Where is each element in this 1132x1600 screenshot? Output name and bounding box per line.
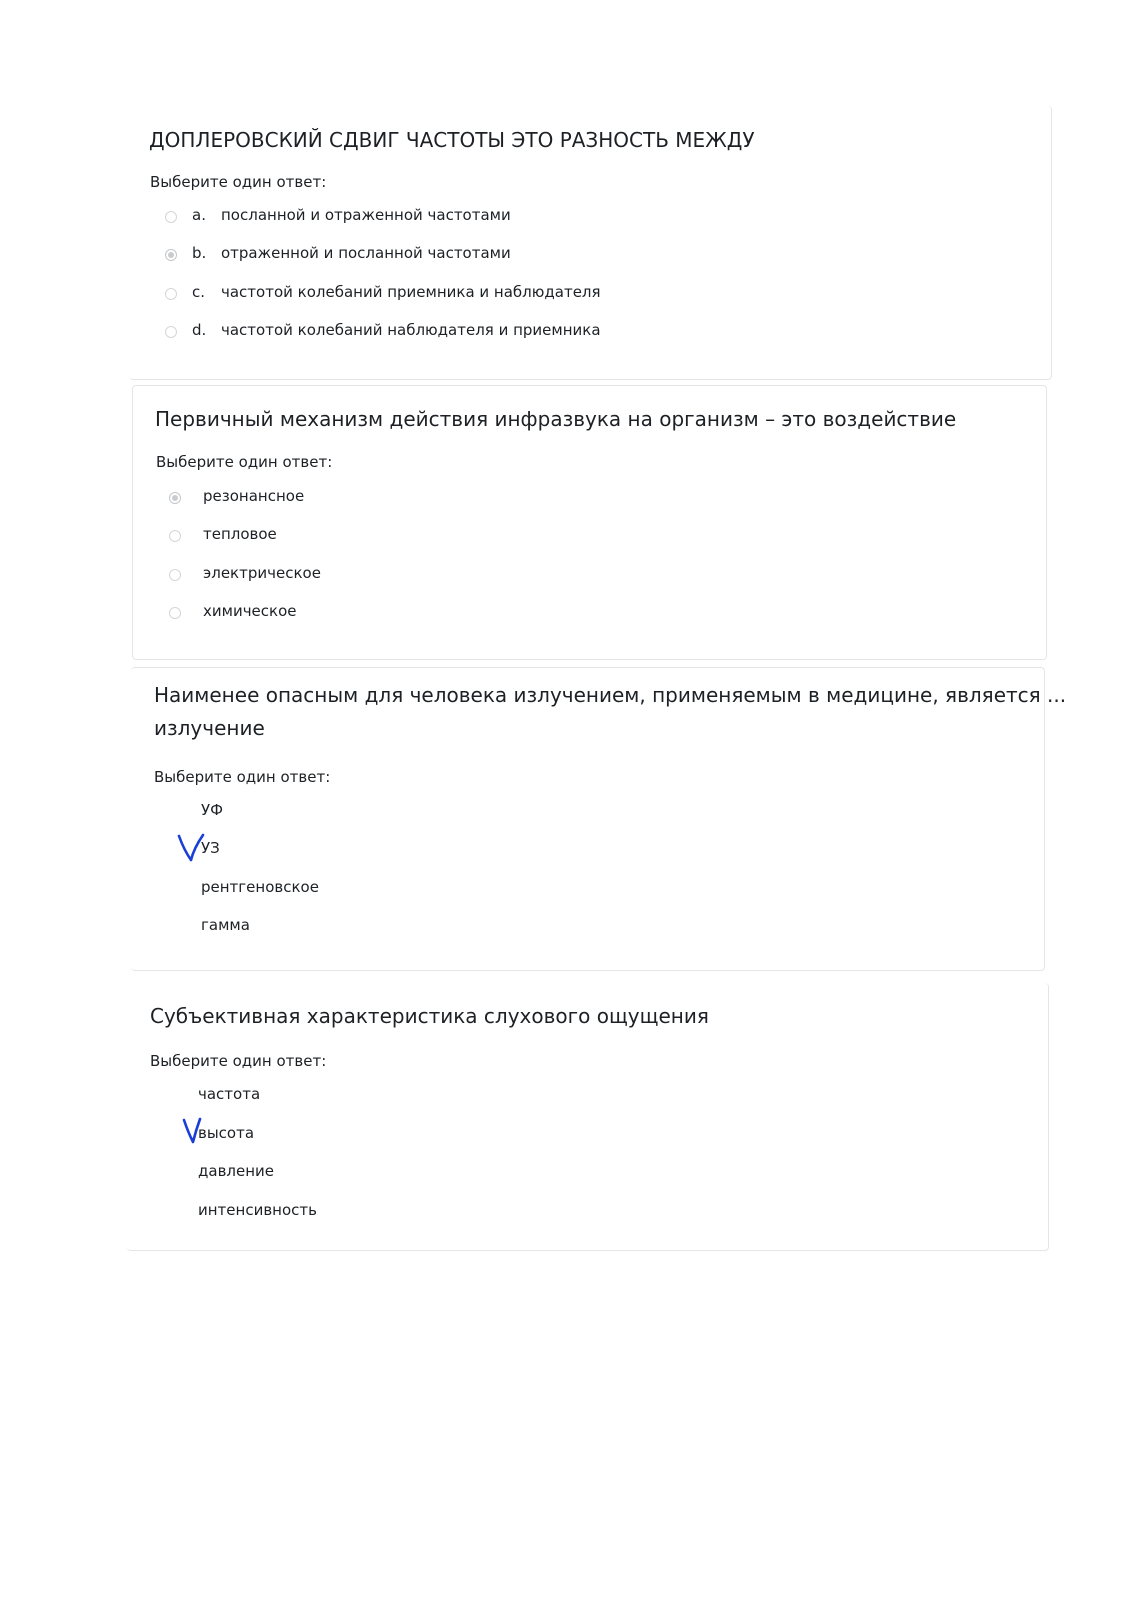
radio-button-selected[interactable] <box>165 249 177 261</box>
answer-option[interactable] <box>127 1119 1048 1149</box>
answer-letter: c. <box>192 283 206 301</box>
answer-label: химическое <box>203 602 297 620</box>
radio-button[interactable] <box>165 326 177 338</box>
answer-option[interactable] <box>133 520 1046 550</box>
answer-prompt: Выберите один ответ: <box>150 173 327 191</box>
answer-label: рентгеновское <box>201 878 319 896</box>
answer-option[interactable] <box>131 834 1044 864</box>
radio-button-selected[interactable] <box>169 492 181 504</box>
answer-option[interactable] <box>133 559 1046 589</box>
radio-button[interactable] <box>169 569 181 581</box>
answer-option[interactable] <box>133 482 1046 512</box>
answer-option[interactable] <box>129 201 1051 231</box>
answer-label: гамма <box>201 916 250 934</box>
answer-label: частотой колебаний наблюдателя и приемника <box>221 321 601 339</box>
question-card-3 <box>131 667 1067 971</box>
question-text: Первичный механизм действия инфразвука на организм – это воздействие <box>155 407 957 431</box>
question-card-4 <box>127 983 1049 1251</box>
radio-button[interactable] <box>165 288 177 300</box>
question-text: Субъективная характеристика слухового ощущения <box>150 1004 709 1028</box>
radio-button[interactable] <box>169 530 181 542</box>
answer-label: резонансное <box>203 487 305 505</box>
answer-option[interactable] <box>129 239 1051 269</box>
answer-label: интенсивность <box>198 1201 317 1219</box>
radio-button[interactable] <box>165 211 177 223</box>
answer-label: частотой колебаний приемника и наблюдателя <box>221 283 601 301</box>
answer-prompt: Выберите один ответ: <box>156 453 333 471</box>
answer-option[interactable] <box>131 911 1044 941</box>
answer-option[interactable] <box>127 1157 1048 1187</box>
answer-label: высота <box>198 1124 255 1142</box>
answer-label: УФ <box>201 801 224 819</box>
answer-label: тепловое <box>203 525 277 543</box>
answer-label: посланной и отраженной частотами <box>221 206 511 224</box>
answer-label: УЗ <box>201 839 220 857</box>
answer-option[interactable] <box>127 1080 1048 1110</box>
answer-label: давление <box>198 1162 275 1180</box>
answer-letter: a. <box>192 206 206 224</box>
question-text-line-1: Наименее опасным для человека излучением, применяемым в медицине, является ... <box>154 683 1067 707</box>
handwritten-check-icon <box>175 832 209 868</box>
answer-option[interactable] <box>127 1196 1048 1226</box>
handwritten-check-icon <box>178 1110 212 1146</box>
radio-button[interactable] <box>169 607 181 619</box>
answer-option[interactable] <box>131 796 1044 826</box>
answer-prompt: Выберите один ответ: <box>150 1052 327 1070</box>
question-card-1 <box>129 106 1052 380</box>
answer-option[interactable] <box>129 316 1051 346</box>
answer-option[interactable] <box>133 597 1046 627</box>
answer-letter: b. <box>192 244 207 262</box>
answer-letter: d. <box>192 321 207 339</box>
answer-option[interactable] <box>131 873 1044 903</box>
answer-option[interactable] <box>129 278 1051 308</box>
question-text-line-2: излучение <box>154 716 265 740</box>
answer-label: частота <box>198 1085 261 1103</box>
answer-label: отраженной и посланной частотами <box>221 244 511 262</box>
question-card-2 <box>132 385 1047 660</box>
answer-prompt: Выберите один ответ: <box>154 768 331 786</box>
question-text: ДОПЛЕРОВСКИЙ СДВИГ ЧАСТОТЫ ЭТО РАЗНОСТЬ МЕЖДУ <box>149 128 755 152</box>
answer-label: электрическое <box>203 564 321 582</box>
